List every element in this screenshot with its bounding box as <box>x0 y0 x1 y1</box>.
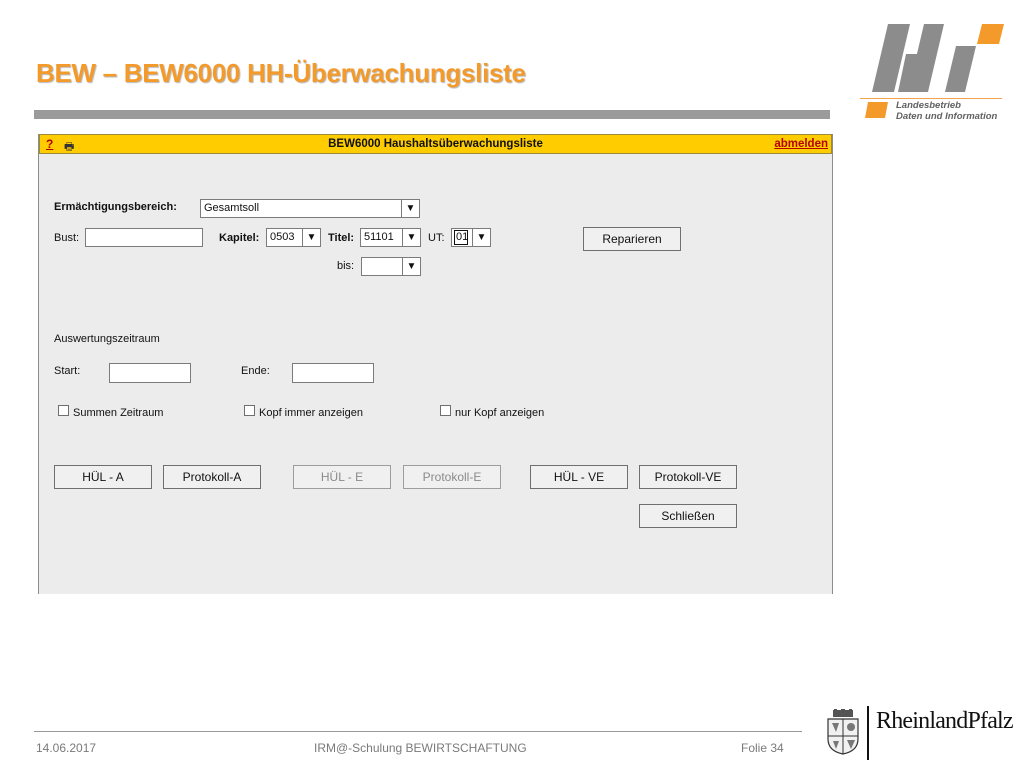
dropdown-arrow-icon[interactable]: ▼ <box>302 229 320 246</box>
summen-checkbox[interactable] <box>58 405 69 416</box>
title-underline-bar <box>34 110 830 119</box>
zeitraum-label: Auswertungszeitraum <box>54 333 160 345</box>
logo-line2: Daten und Information <box>896 111 998 122</box>
ermaechtigung-select[interactable] <box>200 199 420 218</box>
bust-input[interactable] <box>85 228 203 247</box>
logo-divider <box>860 98 1002 99</box>
logo-text <box>896 100 997 122</box>
app-title: BEW6000 Haushaltsüberwachungsliste <box>328 138 543 150</box>
kopf-immer-label: Kopf immer anzeigen <box>259 407 363 419</box>
help-icon[interactable]: ? <box>46 137 54 151</box>
bis-select[interactable] <box>361 257 421 276</box>
bust-label: Bust: <box>54 232 80 244</box>
footer-page: Folie 34 <box>741 741 784 755</box>
summen-label: Summen Zeitraum <box>73 407 164 419</box>
ende-input[interactable] <box>292 363 374 383</box>
schliessen-button[interactable]: Schließen <box>639 504 737 528</box>
dropdown-arrow-icon[interactable]: ▼ <box>472 229 490 246</box>
ermaechtigung-label: Ermächtigungsbereich: <box>54 201 177 213</box>
start-input[interactable] <box>109 363 191 383</box>
ut-label: UT: <box>428 232 445 244</box>
bis-label: bis: <box>337 260 355 272</box>
app-window <box>38 134 833 594</box>
slide-title: BEW – BEW6000 HH-Überwachungsliste <box>36 58 526 88</box>
nur-kopf-checkbox[interactable] <box>440 405 451 416</box>
dropdown-arrow-icon[interactable]: ▼ <box>401 200 419 217</box>
huel-ve-button[interactable]: HÜL - VE <box>530 465 628 489</box>
ende-label: Ende: <box>241 365 270 377</box>
huel-a-button[interactable]: HÜL - A <box>54 465 152 489</box>
protokoll-a-button[interactable]: Protokoll-A <box>163 465 261 489</box>
nur-kopf-label: nur Kopf anzeigen <box>455 407 545 419</box>
titel-value: 51101 <box>364 231 394 243</box>
footer-date: 14.06.2017 <box>36 741 97 755</box>
ermaechtigung-value: Gesamtsoll <box>204 202 260 214</box>
footer-divider <box>34 731 802 732</box>
footer-center: IRM@-Schulung BEWIRTSCHAFTUNG <box>314 741 527 755</box>
protokoll-e-button[interactable]: Protokoll-E <box>403 465 501 489</box>
kapitel-select[interactable] <box>266 228 321 247</box>
titel-select[interactable] <box>360 228 421 247</box>
titel-label: Titel: <box>328 232 355 244</box>
logo-line1: Landesbetrieb <box>896 100 961 111</box>
start-label: Start: <box>54 365 81 377</box>
rlp-coat-of-arms-icon <box>825 709 861 755</box>
protokoll-ve-button[interactable]: Protokoll-VE <box>639 465 737 489</box>
kopf-immer-checkbox[interactable] <box>244 405 255 416</box>
ut-value: 01 <box>456 231 469 243</box>
dropdown-arrow-icon[interactable]: ▼ <box>402 229 420 246</box>
rlp-logo-text: RheinlandPfalz <box>876 708 1013 734</box>
logout-link[interactable]: abmelden <box>774 138 828 150</box>
kapitel-value: 0503 <box>270 231 295 243</box>
print-icon[interactable]: 🖶 <box>64 141 75 153</box>
kapitel-label: Kapitel: <box>219 232 260 244</box>
ut-select[interactable] <box>451 228 491 247</box>
huel-e-button[interactable]: HÜL - E <box>293 465 391 489</box>
reparieren-button[interactable]: Reparieren <box>583 227 681 251</box>
app-header-bar <box>39 134 832 154</box>
rlp-separator <box>867 706 869 760</box>
dropdown-arrow-icon[interactable]: ▼ <box>402 258 420 275</box>
